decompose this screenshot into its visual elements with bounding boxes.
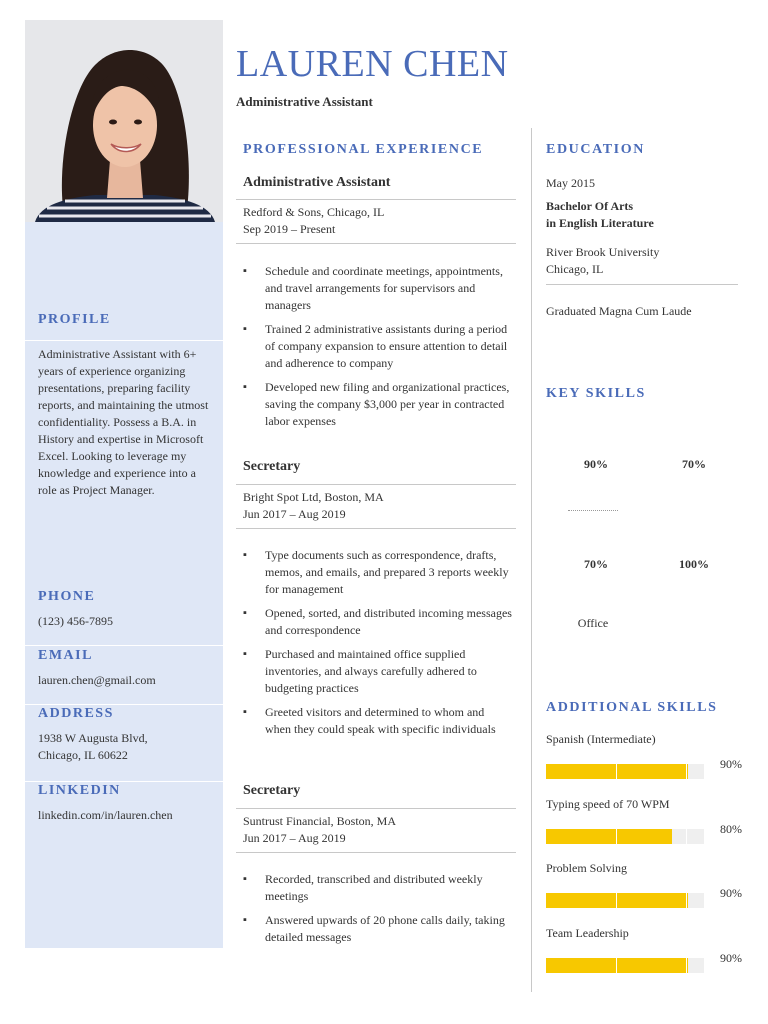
additional-skill-bar: [546, 764, 704, 779]
job-title: Secretary: [243, 783, 301, 798]
phone-value: (123) 456-7895: [38, 614, 113, 628]
bar-segment-divider: [616, 764, 617, 779]
additional-skill-bar: [546, 829, 704, 844]
bullet-item: ▪ Greeted visitors and determined to whom and when they could speak with specific individuals: [243, 704, 513, 738]
bullet-item: ▪ Schedule and coordinate meetings, appointments, and travel arrangements for supervisors and managers: [243, 263, 513, 314]
bar-segment-divider: [686, 764, 687, 779]
email-section: [38, 648, 213, 689]
additional-skill-label: Problem Solving: [546, 861, 628, 875]
additional-skill-bar: [546, 893, 704, 908]
candidate-name: LAUREN CHEN: [236, 43, 509, 85]
additional-skills-heading: ADDITIONAL SKILLS: [546, 700, 718, 715]
education-degree: [546, 198, 654, 232]
email-heading: EMAIL: [38, 648, 93, 663]
key-skills-heading: KEY SKILLS: [546, 386, 646, 401]
address-heading: ADDRESS: [38, 706, 114, 721]
job-title: Administrative Assistant: [243, 175, 391, 190]
clipped-label-remnant: [568, 510, 618, 515]
address-divider: [25, 781, 223, 782]
bullet-item: ▪ Recorded, transcribed and distributed weekly meetings: [243, 871, 513, 905]
portrait-image: [25, 20, 223, 222]
linkedin-heading: LINKEDIN: [38, 783, 121, 798]
job-bullets: [243, 263, 513, 437]
education-heading: EDUCATION: [546, 142, 645, 157]
additional-skill-label: Spanish (Intermediate): [546, 732, 656, 746]
phone-heading: PHONE: [38, 589, 96, 604]
job-meta: [243, 489, 384, 523]
additional-skill-percent: 90%: [720, 886, 742, 900]
job-dates: Sep 2019 – Present: [243, 222, 336, 236]
bar-segment-divider: [616, 893, 617, 908]
education-honors: Graduated Magna Cum Laude: [546, 304, 692, 318]
additional-skill-percent: 90%: [720, 950, 742, 965]
additional-skill-bar-fill: [546, 764, 688, 779]
key-skill-label: Office: [577, 616, 609, 630]
additional-skill-bar: [546, 958, 704, 973]
profile-body: [38, 338, 213, 499]
bar-segment-divider: [686, 829, 687, 844]
bullet-item: ▪ Purchased and maintained office supplied inventories, and always carefully adhered to budgeting practices: [243, 646, 513, 697]
additional-skill-label: Team Leadership: [546, 925, 629, 940]
phone-divider: [25, 645, 223, 646]
address-line2: Chicago, IL 60622: [38, 748, 128, 762]
job-company: Redford & Sons, Chicago, IL: [243, 205, 385, 219]
profile-section: [38, 312, 213, 328]
experience-heading: PROFESSIONAL EXPERIENCE: [243, 142, 484, 157]
job-divider: [236, 528, 516, 529]
degree-line1: Bachelor Of Arts: [546, 199, 634, 213]
job-company: Bright Spot Ltd, Boston, MA: [243, 490, 384, 504]
job-bullets: [243, 871, 513, 953]
key-skill-percent: 70%: [682, 457, 706, 471]
profile-photo: [25, 20, 223, 222]
candidate-title: Administrative Assistant: [236, 94, 373, 109]
job-title: Secretary: [243, 459, 301, 474]
additional-skill-bar-fill: [546, 829, 672, 844]
bullet-item: ▪ Opened, sorted, and distributed incoming messages and correspondence: [243, 605, 513, 639]
job-divider: [236, 808, 516, 809]
education-school: River Brook University: [546, 245, 660, 259]
additional-skill-percent: 90%: [720, 757, 742, 771]
email-value[interactable]: lauren.chen@gmail.com: [38, 673, 156, 687]
additional-skill-label: Typing speed of 70 WPM: [546, 796, 670, 811]
bar-segment-divider: [686, 958, 687, 973]
job-dates: Jun 2017 – Aug 2019: [243, 831, 346, 845]
bullet-item: ▪ Trained 2 administrative assistants during a period of company expansion to ensure attention to detail and adherence to company: [243, 321, 513, 372]
linkedin-section: [38, 783, 213, 824]
column-divider: [531, 128, 532, 992]
additional-skill-bar-fill: [546, 893, 688, 908]
key-skill-percent: 90%: [584, 457, 608, 471]
education-location: Chicago, IL: [546, 262, 604, 276]
job-meta: [243, 204, 384, 238]
address-line1: 1938 W Augusta Blvd,: [38, 731, 148, 745]
bullet-item: ▪ Developed new filing and organizational practices, saving the company $3,000 per year in contracted labor expenses: [243, 379, 513, 430]
degree-line2: in English Literature: [546, 216, 654, 230]
bar-segment-divider: [616, 958, 617, 973]
job-divider: [236, 243, 516, 244]
job-divider: [236, 852, 516, 853]
profile-text: Administrative Assistant with 6+ years of experience organizing presentations, preparing facility reports, and maintaining the utmost confidentiality. Possess a B.A. in History and expertise in Microsoft Excel. Looking to leverage my knowledge and experience into a role as Project Manager.: [38, 347, 209, 497]
job-divider: [236, 199, 516, 200]
phone-section: [38, 589, 213, 630]
job-dates: Jun 2017 – Aug 2019: [243, 507, 346, 521]
job-meta: [243, 813, 396, 847]
job-divider: [236, 484, 516, 485]
linkedin-value[interactable]: linkedin.com/in/lauren.chen: [38, 808, 173, 822]
email-divider: [25, 704, 223, 705]
job-bullets: [243, 547, 513, 745]
bar-segment-divider: [616, 829, 617, 844]
profile-heading: PROFILE: [38, 312, 111, 327]
key-skill-percent: 100%: [679, 557, 709, 571]
additional-skill-percent: 80%: [720, 821, 742, 836]
education-divider: [546, 284, 738, 285]
additional-skill-bar-fill: [546, 958, 688, 973]
bullet-item: ▪ Type documents such as correspondence, drafts, memos, and emails, and prepared 3 reports weekly for management: [243, 547, 513, 598]
address-value: [38, 730, 213, 764]
bar-segment-divider: [686, 893, 687, 908]
bullet-item: ▪ Answered upwards of 20 phone calls daily, taking detailed messages: [243, 912, 513, 946]
education-date: May 2015: [546, 176, 595, 190]
key-skill-percent: 70%: [584, 557, 608, 571]
education-school-block: [546, 244, 659, 278]
address-section: [38, 706, 213, 764]
job-company: Suntrust Financial, Boston, MA: [243, 814, 397, 828]
